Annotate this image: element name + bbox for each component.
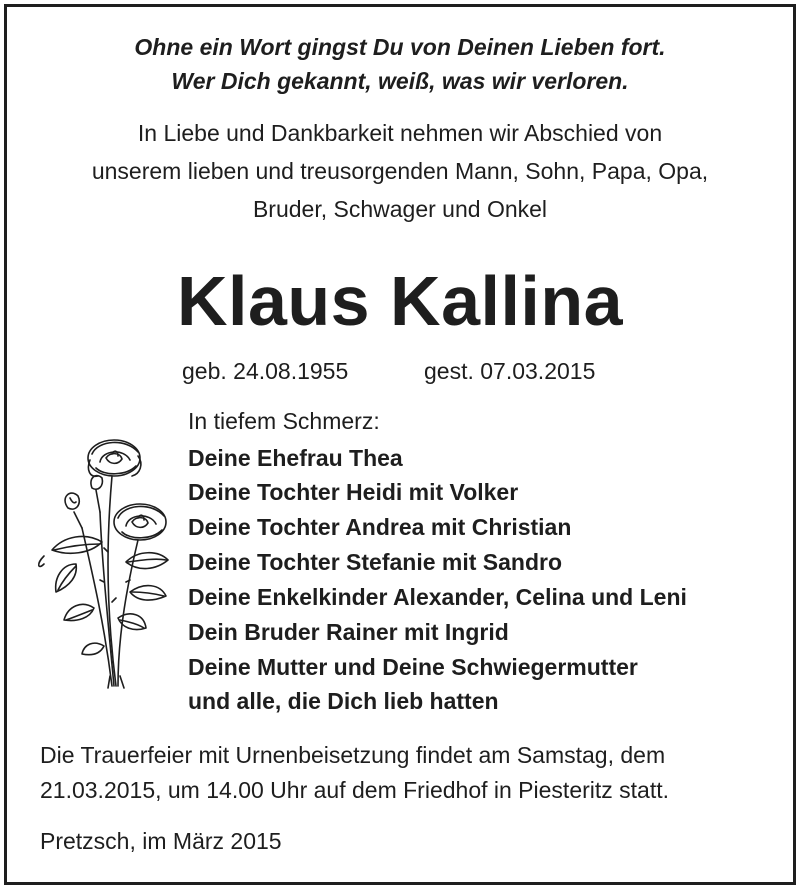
death-date: gest. 07.03.2015 xyxy=(424,358,596,384)
intro-line-3: Bruder, Schwager und Onkel xyxy=(252,196,548,222)
place-and-date: Pretzsch, im März 2015 xyxy=(40,828,282,854)
intro-line-2: unserem lieben und treusorgenden Mann, Sohn, Papa, Opa, xyxy=(91,158,709,184)
quote-line-2: Wer Dich gekannt, weiß, was wir verloren. xyxy=(171,68,629,94)
deceased-name: Klaus Kallina xyxy=(176,262,624,340)
roses-icon xyxy=(34,432,174,692)
mourner-line: Dein Bruder Rainer mit Ingrid xyxy=(188,619,509,645)
birth-date: geb. 24.08.1955 xyxy=(182,358,349,384)
intro-line-1: In Liebe und Dankbarkeit nehmen wir Abschied von xyxy=(137,120,663,146)
mourner-line: Deine Mutter und Deine Schwiegermutter xyxy=(188,654,638,680)
mourners-heading: In tiefem Schmerz: xyxy=(188,408,380,434)
mourner-line: Deine Enkelkinder Alexander, Celina und Leni xyxy=(188,584,687,610)
mourner-line: Deine Tochter Andrea mit Christian xyxy=(188,514,572,540)
funeral-line-2: 21.03.2015, um 14.00 Uhr auf dem Friedhof in Piesteritz statt. xyxy=(40,777,670,803)
funeral-line-1: Die Trauerfeier mit Urnenbeisetzung findet am Samstag, dem xyxy=(40,742,666,768)
mourner-line: Deine Tochter Heidi mit Volker xyxy=(188,479,519,505)
mourner-line: Deine Ehefrau Thea xyxy=(188,445,403,471)
quote-line-1: Ohne ein Wort gingst Du von Deinen Lieben fort. xyxy=(134,34,666,60)
mourner-line: und alle, die Dich lieb hatten xyxy=(188,688,499,714)
mourner-line: Deine Tochter Stefanie mit Sandro xyxy=(188,549,563,575)
